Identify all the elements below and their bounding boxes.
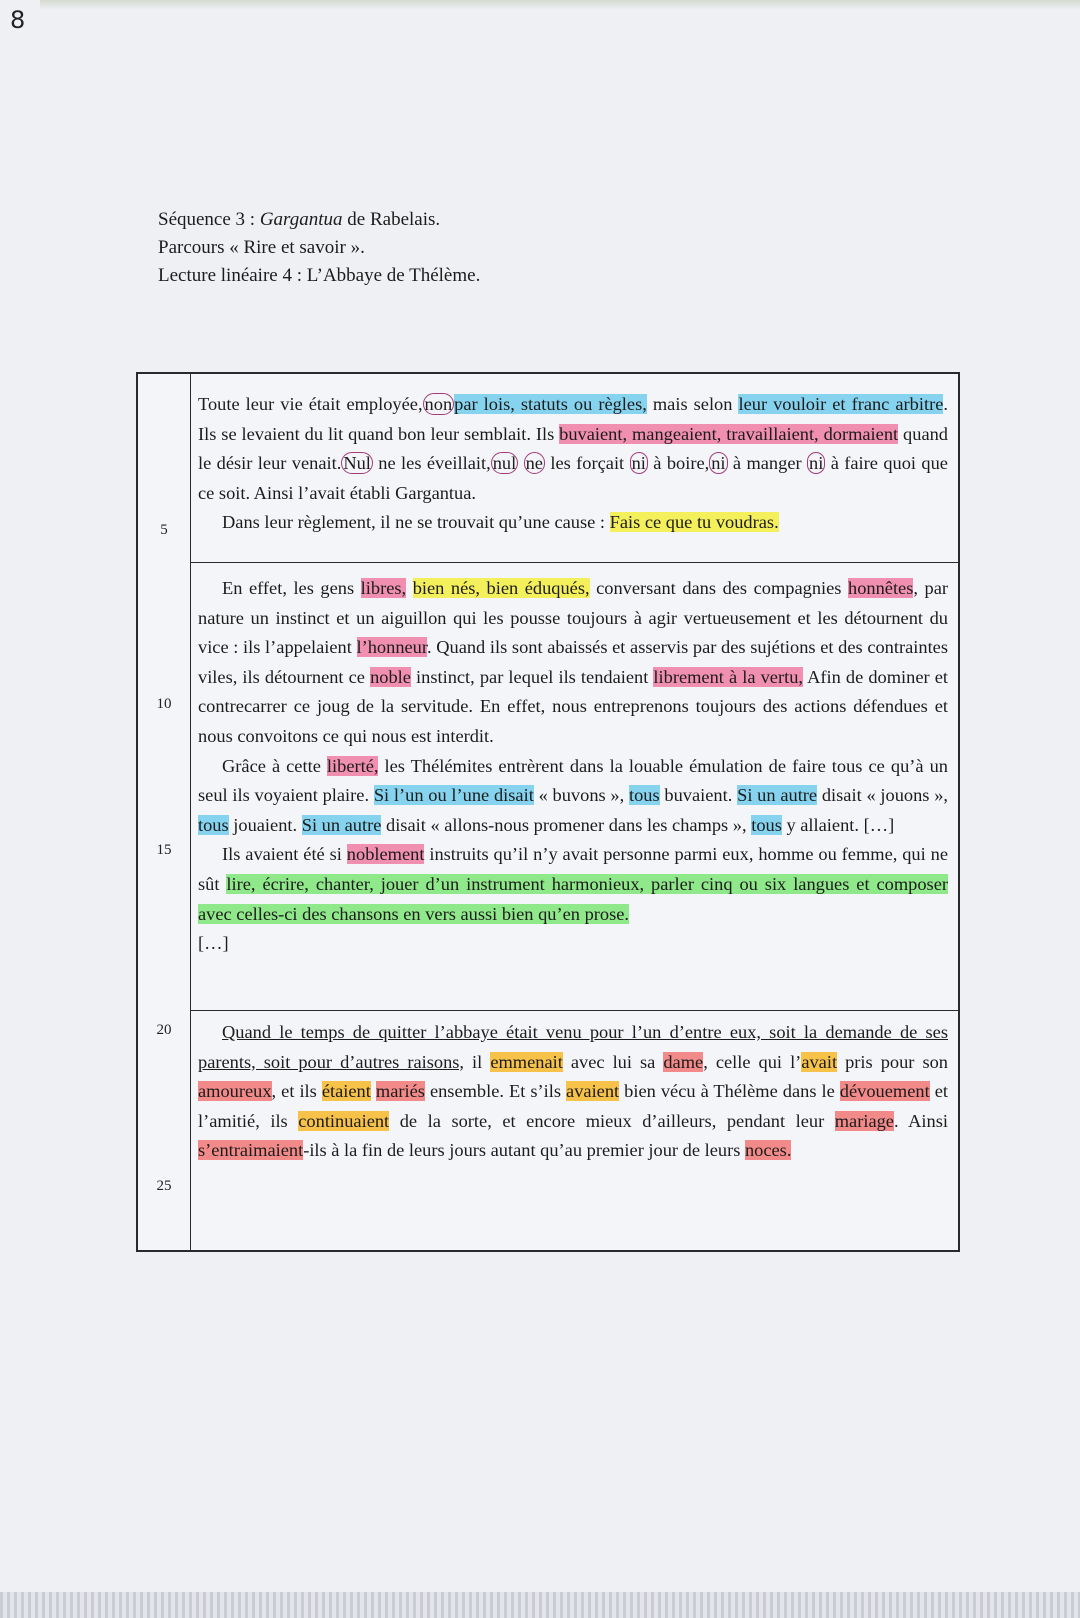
- section-divider: [190, 562, 958, 563]
- line-number: 5: [160, 522, 168, 538]
- highlight-blue: par lois, statuts ou règles,: [454, 394, 647, 414]
- highlight-pink: l’honneur: [356, 637, 427, 658]
- section-3: [198, 1018, 948, 1166]
- circled-word: ne: [525, 453, 543, 474]
- highlight-pink: noble: [370, 666, 411, 687]
- line-number: 25: [156, 1178, 172, 1194]
- handwritten-page-number: 8: [10, 6, 26, 34]
- paragraph: Quand le temps de quitter l’abbaye était venu pour l’un d’entre eux, soit la demande de ses parents, soit pour d’autres raisons, il emmenait avec lui sa dame, celle qui l’avait pris pour son amoureux, et ils étaient mariés ensemble. Et s’ils avaient bien vécu à Thélème dans le dévouement et l’amitié, ils continuaient de la sorte, et encore mieux d’ailleurs, pendant leur mariage. Ainsi s’entraimaient-ils à la fin de leurs jours autant qu’au premier jour de leurs noces.: [198, 1022, 948, 1161]
- paragraph: En effet, les gens libres, bien nés, bien éduqués, conversant dans des compagnies honnêtes, par nature un instinct et un aiguillon qui les pousse toujours à agir vertueusement et les détournent du vice : ils l’appelaient l’honneur. Quand ils sont abaissés et asservis par des sujétions et des contraintes viles, ils détournent ce noble instinct, par lequel ils tendaient librement à la vertu, Afin de dominer et contrecarrer ce joug de la servitude. En effet, nous entreprenons toujours des actions défendues et nous convoitons ce qui nous est interdit.: [198, 578, 948, 746]
- line-number: 10: [156, 696, 172, 712]
- highlight-blue: leur vouloir et franc arbitre: [738, 394, 944, 414]
- highlight-red: amoureux: [198, 1081, 272, 1102]
- highlight-red: dévouement: [839, 1081, 930, 1102]
- highlight-blue: tous: [751, 814, 782, 835]
- highlight-yellow: Fais ce que tu voudras.: [609, 512, 779, 533]
- highlight-orange: emmenait: [490, 1051, 563, 1072]
- circled-word: ni: [809, 453, 824, 474]
- paragraph: Grâce à cette liberté, les Thélémites entrèrent dans la louable émulation de faire tous ce qu’à un seul ils voyaient plaire. Si l’un ou l’une disait « buvons », tous buvaient. Si un autre disait « jouons », tous jouaient. Si un autre disait « allons-nous promener dans les champs », tous y allaient. […]: [198, 755, 948, 835]
- line-number: 20: [156, 1022, 172, 1038]
- highlight-pink: libres,: [360, 578, 407, 598]
- page-bottom-edge: [0, 1592, 1080, 1618]
- highlight-orange: étaient: [321, 1081, 371, 1102]
- highlight-blue: Si un autre: [301, 814, 382, 835]
- highlight-red: dame: [663, 1051, 704, 1072]
- text-table: [136, 372, 960, 1252]
- highlight-pink: noblement: [346, 844, 425, 865]
- highlight-orange: continuaient: [298, 1110, 390, 1131]
- highlight-pink: librement à la vertu,: [653, 666, 803, 687]
- header-parcours: Parcours « Rire et savoir ».: [158, 237, 365, 258]
- highlight-red: mariage: [834, 1110, 894, 1131]
- paragraph: Toute leur vie était employée, non par lois, statuts ou règles, mais selon leur vouloir et franc arbitre. Ils se levaient du lit quand bon leur semblait. Ils buvaient, mangeaient, travaillaient, dormaient quand le désir leur venait. Nul ne les éveillait, nul ne les forçait ni à boire, ni à manger ni à faire quoi que ce soit. Ainsi l’avait établi Gargantua.: [198, 394, 948, 503]
- circled-word: non: [424, 394, 453, 414]
- section-divider: [190, 1010, 958, 1011]
- highlight-red: noces.: [744, 1140, 792, 1161]
- circled-word: ni: [631, 453, 646, 474]
- page-top-edge: [40, 0, 1080, 10]
- document-header: [158, 206, 480, 290]
- highlight-yellow: bien nés, bien éduqués,: [412, 578, 590, 598]
- highlight-red: s’entraimaient: [198, 1140, 304, 1161]
- circled-word: nul: [492, 453, 517, 474]
- header-sequence: Séquence 3 : Gargantua de Rabelais.: [158, 209, 441, 230]
- line-number-column: [138, 374, 191, 1250]
- highlight-pink: liberté,: [326, 755, 379, 776]
- circled-word: Nul: [343, 453, 371, 474]
- underlined-text: Quand le temps de quitter l’abbaye était venu pour l’un d’entre eux, soit la demande de ses parents, soit pour d’autres raisons,: [198, 1022, 948, 1072]
- line-number: 15: [156, 842, 172, 858]
- highlight-blue: Si l’un ou l’une disait: [373, 785, 534, 806]
- circled-word: ni: [711, 453, 726, 474]
- highlight-green: lire, écrire, chanter, jouer d’un instrument harmonieux, parler cinq ou six langues et composer avec celles-ci des chansons en vers aussi bien qu’en prose.: [198, 873, 949, 924]
- section-2: [198, 574, 948, 959]
- highlight-pink: buvaient, mangeaient, travaillaient, dormaient: [559, 423, 899, 444]
- section-1: [198, 390, 948, 538]
- highlight-blue: tous: [628, 785, 660, 806]
- highlight-orange: avait: [801, 1051, 838, 1072]
- highlight-red: mariés: [375, 1081, 425, 1102]
- highlight-blue: Si un autre: [737, 785, 818, 806]
- highlight-pink: honnêtes: [848, 578, 914, 598]
- header-lecture: Lecture linéaire 4 : L’Abbaye de Thélème.: [158, 265, 481, 286]
- highlight-orange: avaient: [566, 1081, 620, 1102]
- paragraph: Dans leur règlement, il ne se trouvait qu’une cause : Fais ce que tu voudras.: [222, 512, 779, 533]
- paragraph: […]: [198, 933, 229, 954]
- paragraph: Ils avaient été si noblement instruits qu’il n’y avait personne parmi eux, homme ou femme, qui ne sût lire, écrire, chanter, jouer d’un instrument harmonieux, parler cinq ou six langues et composer avec celles-ci des chansons en vers aussi bien qu’en prose.: [198, 844, 949, 924]
- highlight-blue: tous: [198, 814, 229, 835]
